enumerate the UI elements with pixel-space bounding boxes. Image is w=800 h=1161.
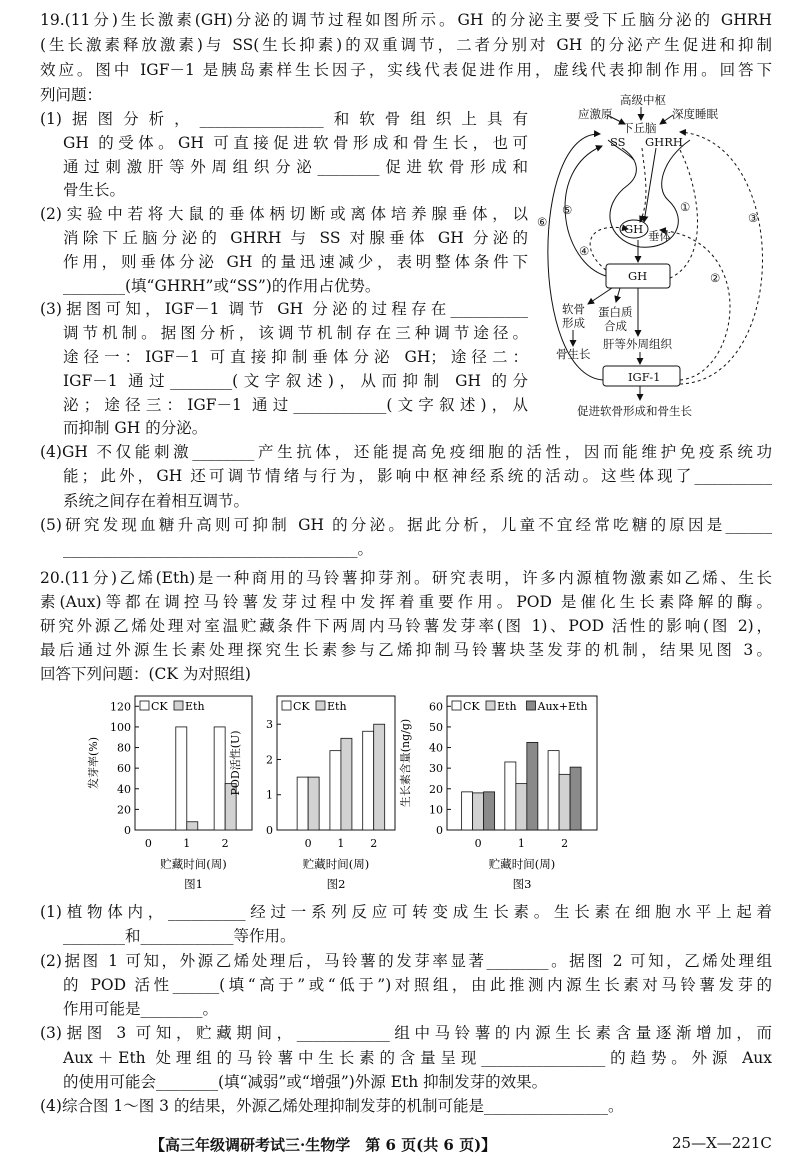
q20-stem-line: 回答下列问题：(CK 为对照组) — [40, 665, 251, 683]
cartilage-label: 形成 — [562, 316, 585, 330]
chart-title: 图2 — [326, 877, 346, 891]
q20-1-line: ________和____________等作用。 — [63, 927, 296, 946]
page-footer: 【高三年级调研考试三·生物学 第 6 页(共 6 页)】 — [150, 1136, 497, 1154]
q19-1-line: GH 的受体。GH 可直接促进软骨形成和骨生长，也可 — [63, 133, 528, 152]
y-tick-label: 40 — [429, 741, 443, 755]
y-tick-label: 1 — [266, 788, 273, 802]
ghrh-label: GHRH — [645, 135, 683, 149]
y-tick-label: 60 — [429, 700, 443, 714]
legend-swatch — [527, 701, 536, 710]
bone-growth-label: 骨生长 — [556, 347, 591, 361]
bar-aux-eth — [527, 742, 538, 830]
q20-2-line: 的 POD 活性______(填“高于”或“低于”)对照组，由此推测内源生长素对马铃薯发芽的 — [63, 975, 772, 994]
y-tick-label: 0 — [266, 824, 273, 837]
q19-4-line: (4)GH 不仅能刺激________产生抗体，还能提高免疫细胞的活性，因而能维护免疫系统功 — [40, 443, 772, 461]
bar-aux-eth — [570, 767, 581, 830]
y-tick-label: 20 — [429, 782, 443, 796]
q19-3-line: 调节机制。据图分析，该调节机制存在三种调节途径。 — [63, 324, 528, 343]
q20-stem-line: 素(Aux)等都在调控马铃薯发芽过程中发挥着重要作用。POD 是催化生长素降解的酶。 — [40, 593, 772, 611]
ss-label: SS — [610, 135, 626, 149]
q19-stem-line: (生长激素释放激素)与 SS(生长抑素)的双重调节，二者分别对 GH 的分泌产生促进和抑制 — [40, 36, 772, 54]
q20-1-line: (1)植物体内，__________经过一系列反应可转变成生长素。生长素在细胞水平上起着 — [40, 903, 772, 921]
igf1-label: IGF-1 — [628, 370, 661, 384]
q19-3-line: (3)据图可知，IGF－1 调节 GH 分泌的过程存在__________ — [40, 300, 528, 319]
bar-ck — [176, 727, 187, 830]
bar-aux-eth — [484, 792, 495, 830]
path-4-label: ④ — [579, 244, 590, 258]
q20-subquestions — [40, 900, 772, 1119]
path-3-label: ③ — [748, 211, 759, 225]
q19-3-line: 泌；途径三：IGF－1 通过____________(文字叙述)，从 — [63, 395, 528, 414]
bar-eth — [187, 822, 198, 830]
x-tick-label: 1 — [337, 837, 345, 850]
x-tick-label: 1 — [183, 837, 191, 850]
y-tick-label: 2 — [266, 753, 273, 767]
y-tick-label: 30 — [429, 762, 443, 776]
q20-4-line: (4)综合图 1～图 3 的结果，外源乙烯处理抑制发芽的机制可能是________________。 — [40, 1097, 624, 1116]
q19-5-line: (5)研究发现血糖升高则可抑制 GH 的分泌。据此分析，儿童不宜经常吃糖的原因是______ — [40, 515, 772, 534]
x-axis-label: 贮藏时间(周) — [488, 857, 556, 871]
q20-stem-line: 最后通过外源生长素处理探究生长素参与乙烯抑制马铃薯块茎发芽的机制，结果见图 3。 — [40, 641, 772, 659]
y-tick-label: 100 — [110, 720, 131, 734]
protein-label: 蛋白质 — [598, 305, 633, 319]
x-axis-label: 贮藏时间(周) — [302, 857, 370, 871]
q19-4-line: 能；此外，GH 还可调节情绪与行为，影响中枢神经系统的活动。这些体现了__________ — [63, 467, 772, 486]
paper-code: 25—X—221C — [672, 1134, 772, 1152]
q20-2-line: 作用可能是________。 — [63, 1000, 219, 1019]
q20-3-line: 的使用可能会________(填“减弱”或“增强”)外源 Eth 抑制发芽的效果。 — [63, 1073, 548, 1092]
chart-title: 图3 — [512, 877, 532, 891]
legend-swatch — [316, 701, 325, 710]
gh-circle-label: GH — [624, 222, 644, 236]
x-tick-label: 0 — [474, 837, 482, 850]
q19-4-line: 系统之间存在着相互调节。 — [63, 491, 250, 510]
q19-1-line: 骨生长。 — [63, 181, 126, 200]
y-axis-label: 生长素含量(ng/g) — [399, 718, 412, 808]
q19-3-line: IGF－1 通过________(文字叙述)，从而抑制 GH 的分 — [63, 371, 528, 390]
x-tick-label: 2 — [561, 837, 569, 850]
q19-2-line: (2)实验中若将大鼠的垂体柄切断或离体培养腺垂体，以 — [40, 205, 528, 224]
q19-2-line: 作用，则垂体分泌 GH 的量迅速减少，表明整体条件下 — [63, 252, 528, 271]
chart-title: 图1 — [184, 877, 203, 891]
x-axis-label: 贮藏时间(周) — [160, 857, 227, 871]
x-tick-label: 1 — [517, 837, 525, 850]
result-label: 促进软骨形成和骨生长 — [577, 404, 692, 418]
x-tick-label: 0 — [144, 837, 152, 850]
q19-1-line: 通过刺激肝等外周组织分泌________促进软骨形成和 — [63, 157, 528, 176]
y-tick-label: 120 — [110, 700, 131, 714]
q19-stem-line: 列问题： — [40, 86, 103, 104]
q19-3-line: 而抑制 GH 的分泌。 — [63, 419, 208, 438]
y-tick-label: 0 — [124, 824, 131, 837]
x-tick-label: 2 — [370, 837, 378, 850]
bar-ck — [462, 792, 473, 830]
legend-swatch — [452, 701, 461, 710]
y-tick-label: 10 — [429, 803, 443, 817]
bar-ck — [363, 731, 374, 830]
higher-center-label: 高级中枢 — [620, 93, 666, 107]
protein-label: 合成 — [604, 319, 627, 333]
y-tick-label: 0 — [436, 824, 443, 837]
bar-eth — [516, 784, 527, 830]
deep-sleep-label: 深度睡眠 — [672, 107, 718, 121]
path-5-label: ⑤ — [562, 203, 573, 217]
legend-swatch — [140, 701, 149, 710]
legend-label: Eth — [185, 700, 205, 713]
bar-eth — [374, 724, 385, 830]
q19-2-line: 消除下丘脑分泌的 GHRH 与 SS 对腺垂体 GH 分泌的 — [63, 228, 528, 247]
q19-3-line: 途径一：IGF－1 可直接抑制垂体分泌 GH；途径二： — [63, 347, 528, 366]
bar-ck — [505, 762, 516, 830]
y-tick-label: 20 — [117, 803, 131, 817]
legend-swatch — [174, 701, 183, 710]
q20-3-line: (3)据图 3 可知，贮藏期间，____________组中马铃薯的内源生长素含量逐渐增加，而 — [40, 1024, 772, 1043]
q19-2-line: ________(填“GHRH”或“SS”)的作用占优势。 — [63, 276, 381, 295]
bar-eth — [473, 793, 484, 830]
pituitary-label: 垂体 — [648, 229, 671, 243]
cartilage-label: 软骨 — [562, 302, 585, 316]
gh-box-label: GH — [628, 269, 648, 283]
y-tick-label: 60 — [117, 762, 131, 776]
hypothalamus-label: 下丘脑 — [622, 121, 657, 135]
q19-stem-line: 效应。图中 IGF－1 是胰岛素样生长因子，实线代表促进作用，虚线代表抑制作用。回答下 — [40, 61, 772, 79]
y-tick-label: 80 — [117, 741, 131, 755]
bar-ck — [548, 751, 559, 830]
q20-3-line: Aux＋Eth 处理组的马铃薯中生长素的含量呈现________________的趋势。外源 Aux — [63, 1048, 772, 1067]
y-axis-label: POD活性(U) — [229, 730, 242, 796]
legend-swatch — [282, 701, 291, 710]
path-6-label: ⑥ — [537, 215, 548, 229]
bar-eth — [341, 738, 352, 830]
legend-swatch — [486, 701, 495, 710]
stressor-label: 应激原 — [578, 107, 613, 121]
q19-stem-line: 19.(11分)生长激素(GH)分泌的调节过程如图所示。GH 的分泌主要受下丘脑分泌的 GHRH — [40, 11, 772, 29]
liver-label: 肝等外周组织 — [603, 337, 672, 351]
y-tick-label: 50 — [429, 720, 443, 734]
x-tick-label: 2 — [221, 837, 229, 850]
y-tick-label: 3 — [266, 718, 273, 732]
bar-eth — [559, 774, 570, 830]
y-axis-label: 发芽率(%) — [87, 736, 100, 790]
legend-label: Eth — [327, 700, 347, 713]
q20-stem-line: 研究外源乙烯处理对室温贮藏条件下两周内马铃薯发芽率(图 1)、POD 活性的影响(图 2)， — [40, 617, 772, 635]
path-1-label: ① — [680, 200, 691, 214]
legend-label: CK — [293, 700, 310, 713]
q19-5-line: ______________________________________。 — [63, 540, 374, 559]
x-tick-label: 0 — [304, 837, 312, 850]
q20-stem-line: 20.(11分)乙烯(Eth)是一种商用的马铃薯抑芽剂。研究表明，许多内源植物激素如乙烯、生长 — [40, 569, 772, 587]
legend-label: CK — [151, 700, 168, 713]
legend-label: CK — [463, 700, 480, 713]
y-tick-label: 40 — [117, 782, 131, 796]
bar-eth — [308, 777, 319, 830]
path-2-label: ② — [710, 271, 721, 285]
bar-ck — [330, 751, 341, 830]
q20-2-line: (2)据图 1 可知，外源乙烯处理后，马铃薯的发芽率显著________。据图 2 可知，乙烯处理组 — [40, 951, 772, 970]
bar-ck — [297, 777, 308, 830]
q19-1-line: (1)据图分析，________________和软骨组织上具有 — [40, 110, 528, 128]
bar-ck — [214, 727, 225, 830]
legend-label: Eth — [497, 700, 517, 713]
legend-label: Aux+Eth — [537, 700, 588, 713]
